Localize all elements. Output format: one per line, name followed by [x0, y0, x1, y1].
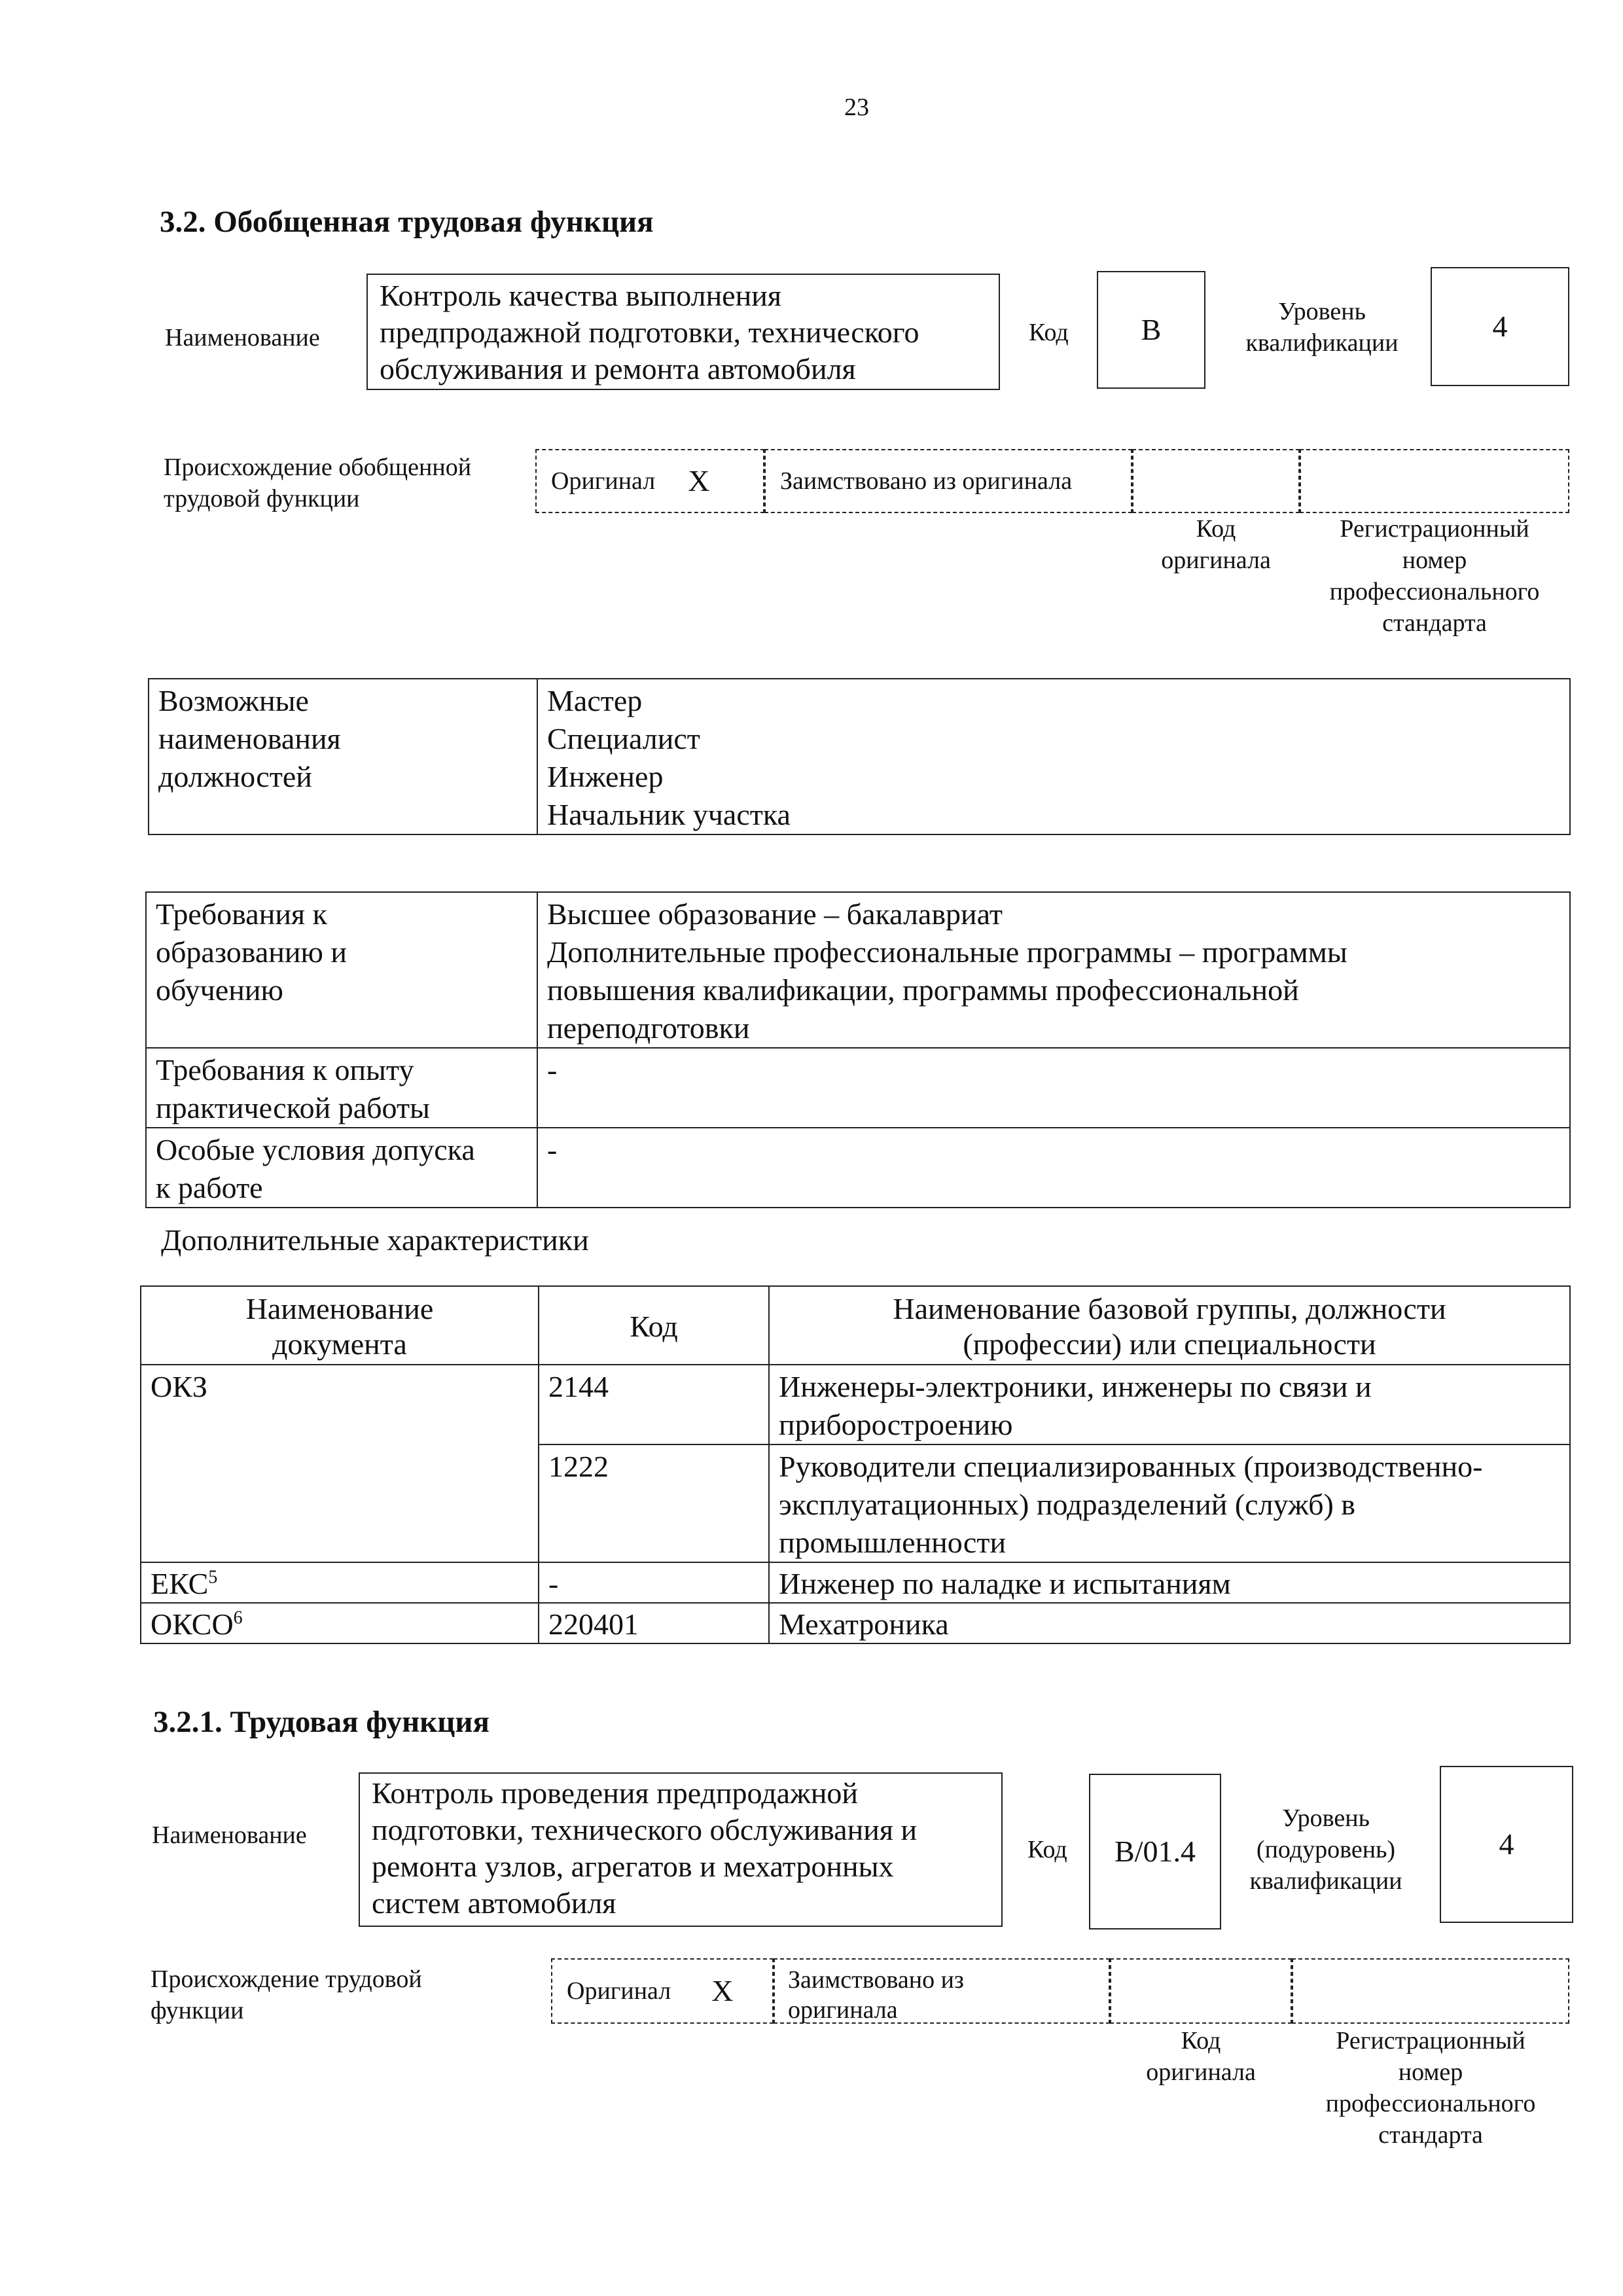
requirement-value-line: -: [547, 1053, 558, 1086]
caption-line: Регистрационный: [1340, 515, 1529, 543]
origin-label: [151, 1964, 422, 2026]
borrowed-label-line: оригинала: [788, 1996, 898, 2024]
table-row: [141, 1603, 1570, 1643]
reg-number-cell: [1300, 449, 1569, 513]
requirement-value-line: Дополнительные профессиональные программы – программы: [547, 935, 1347, 969]
requirement-value-cell: [537, 1128, 1570, 1208]
additional-heading: Дополнительные характеристики: [161, 1223, 589, 1257]
original-cell: [551, 1958, 774, 2024]
position-item: Инженер: [547, 760, 664, 793]
caption-line: оригинала: [1146, 2058, 1256, 2086]
requirement-label-line: Требования к: [156, 897, 327, 931]
requirement-label-line: практической работы: [156, 1091, 430, 1124]
caption-line: стандарта: [1382, 609, 1487, 637]
header-line: Наименование базовой группы, должности: [893, 1292, 1446, 1325]
requirement-value-line: повышения квалификации, программы профессиональной: [547, 973, 1299, 1007]
name-line: промышленности: [779, 1526, 1007, 1559]
requirement-label-line: Требования к опыту: [156, 1053, 414, 1086]
doc-cell: [141, 1365, 539, 1444]
requirement-label-line: образованию и: [156, 935, 347, 969]
name-label: Наименование: [152, 1821, 307, 1849]
caption-line: номер: [1402, 547, 1467, 574]
code-value-box: [1097, 271, 1205, 389]
function-name-line: ремонта узлов, агрегатов и мехатронных: [372, 1850, 894, 1883]
name-line: приборостроению: [779, 1408, 1013, 1441]
function-name-box: [366, 274, 1000, 390]
code-cell: [539, 1603, 769, 1643]
positions-label-line: должностей: [158, 760, 312, 793]
header-line: (профессии) или специальности: [963, 1327, 1376, 1361]
table-row: [146, 892, 1570, 1048]
doc-name: ОКСО: [151, 1607, 234, 1641]
level-value-box: [1440, 1766, 1573, 1923]
positions-table: [148, 678, 1571, 835]
code-cell: [539, 1444, 769, 1562]
function-name-box: [359, 1772, 1003, 1927]
header-line: Код: [630, 1310, 678, 1343]
requirement-label-line: обучению: [156, 973, 283, 1007]
name-cell: [769, 1562, 1570, 1603]
original-cell: [535, 449, 764, 513]
positions-label-line: наименования: [158, 722, 341, 755]
level-value: 4: [1499, 1827, 1514, 1861]
borrowed-cell: [764, 449, 1132, 513]
doc-cell: [141, 1562, 539, 1603]
table-row: [141, 1365, 1570, 1444]
name-line: Мехатроника: [779, 1607, 949, 1641]
function-name-line: Контроль качества выполнения: [380, 279, 781, 312]
caption-line: профессионального: [1325, 2090, 1536, 2117]
requirement-value-line: переподготовки: [547, 1011, 750, 1045]
caption-line: номер: [1398, 2058, 1463, 2086]
caption-line: стандарта: [1378, 2121, 1483, 2149]
code-value: B: [1141, 313, 1162, 346]
function-name-line: Контроль проведения предпродажной: [372, 1776, 859, 1810]
page-number: 23: [844, 94, 869, 121]
requirement-label-line: Особые условия допуска: [156, 1133, 475, 1166]
requirement-value-cell: [537, 892, 1570, 1048]
level-label: [1234, 1803, 1418, 1897]
requirement-value-line: -: [547, 1133, 558, 1166]
code-label: Код: [1027, 1836, 1067, 1863]
code-value: -: [548, 1567, 559, 1600]
code-original-cell: [1110, 1958, 1292, 2024]
reg-number-cell: [1292, 1958, 1569, 2024]
position-item: Начальник участка: [547, 798, 791, 831]
code-original-caption: [1110, 2025, 1292, 2088]
requirement-label-cell: [146, 892, 537, 1048]
level-label-line: (подуровень): [1256, 1836, 1396, 1863]
origin-label-line: трудовой функции: [164, 485, 360, 512]
code-value: 220401: [548, 1607, 639, 1641]
original-mark: X: [688, 464, 710, 497]
table-header-row: [141, 1286, 1570, 1365]
header-line: документа: [272, 1327, 407, 1361]
origin-label: [164, 452, 471, 514]
name-cell: [769, 1603, 1570, 1643]
code-cell: [539, 1365, 769, 1444]
name-line: Руководители специализированных (производственно-: [779, 1450, 1483, 1483]
borrowed-label-line: Заимствовано из: [788, 1966, 964, 1994]
code-value: B/01.4: [1115, 1835, 1196, 1868]
code-value: 1222: [548, 1450, 609, 1483]
table-row: [146, 1048, 1570, 1128]
requirement-label-cell: [146, 1128, 537, 1208]
doc-name: ЕКС: [151, 1567, 209, 1600]
table-row: [149, 679, 1570, 834]
level-label: [1230, 296, 1414, 359]
additional-table: [140, 1285, 1571, 1644]
name-line: Инженеры-электроники, инженеры по связи и: [779, 1370, 1372, 1403]
header-group: [769, 1286, 1570, 1365]
doc-cell: [141, 1603, 539, 1643]
requirement-value-cell: [537, 1048, 1570, 1128]
original-label: Оригинал: [551, 467, 656, 495]
positions-label-line: Возможные: [158, 684, 309, 717]
requirement-label-cell: [146, 1048, 537, 1128]
code-original-cell: [1132, 449, 1300, 513]
code-value-box: [1089, 1774, 1221, 1929]
table-row: [141, 1562, 1570, 1603]
original-mark: X: [711, 1974, 734, 2007]
table-row: [146, 1128, 1570, 1208]
reg-number-caption: [1292, 2025, 1569, 2151]
level-value: 4: [1492, 310, 1508, 343]
caption-line: Код: [1196, 515, 1236, 543]
caption-line: Код: [1181, 2027, 1221, 2054]
borrowed-label: Заимствовано из оригинала: [780, 467, 1073, 495]
code-cell: [539, 1562, 769, 1603]
name-cell: [769, 1444, 1570, 1562]
original-label: Оригинал: [567, 1977, 671, 2005]
function-name-line: систем автомобиля: [372, 1886, 616, 1920]
doc-cell: [141, 1444, 539, 1562]
position-item: Мастер: [547, 684, 643, 717]
footnote-ref: 5: [208, 1567, 218, 1588]
requirement-label-line: к работе: [156, 1171, 263, 1204]
positions-label-cell: [149, 679, 537, 834]
caption-line: оригинала: [1161, 547, 1271, 574]
level-label-line: Уровень: [1278, 298, 1366, 325]
code-original-caption: [1132, 513, 1300, 576]
level-label-line: квалификации: [1249, 1867, 1402, 1895]
requirement-value-line: Высшее образование – бакалавриат: [547, 897, 1003, 931]
origin-label-line: функции: [151, 1997, 244, 2024]
header-line: Наименование: [245, 1292, 434, 1325]
level-value-box: [1431, 267, 1569, 386]
origin-label-line: Происхождение трудовой: [151, 1965, 422, 1993]
position-item: Специалист: [547, 722, 700, 755]
positions-values-cell: [537, 679, 1570, 834]
function-name-line: обслуживания и ремонта автомобиля: [380, 352, 856, 386]
doc-name: ОКЗ: [151, 1370, 207, 1403]
caption-line: Регистрационный: [1336, 2027, 1525, 2054]
footnote-ref: 6: [233, 1607, 243, 1628]
origin-label-line: Происхождение обобщенной: [164, 454, 472, 481]
borrowed-cell: [774, 1958, 1110, 2024]
header-doc: [141, 1286, 539, 1365]
name-label: Наименование: [165, 324, 320, 351]
name-line: эксплуатационных) подразделений (служб) в: [779, 1488, 1356, 1521]
reg-number-caption: [1300, 513, 1569, 639]
level-label-line: Уровень: [1282, 1804, 1370, 1832]
level-label-line: квалификации: [1245, 329, 1399, 357]
code-value: 2144: [548, 1370, 609, 1403]
section-heading: 3.2. Обобщенная трудовая функция: [160, 205, 654, 239]
code-label: Код: [1029, 319, 1069, 346]
caption-line: профессионального: [1329, 578, 1540, 605]
table-row: [141, 1444, 1570, 1562]
function-name-line: подготовки, технического обслуживания и: [372, 1813, 918, 1846]
name-cell: [769, 1365, 1570, 1444]
header-code: [539, 1286, 769, 1365]
requirements-table: [145, 891, 1571, 1208]
subsection-heading: 3.2.1. Трудовая функция: [153, 1705, 490, 1739]
name-line: Инженер по наладке и испытаниям: [779, 1567, 1231, 1600]
function-name-line: предпродажной подготовки, технического: [380, 315, 919, 349]
